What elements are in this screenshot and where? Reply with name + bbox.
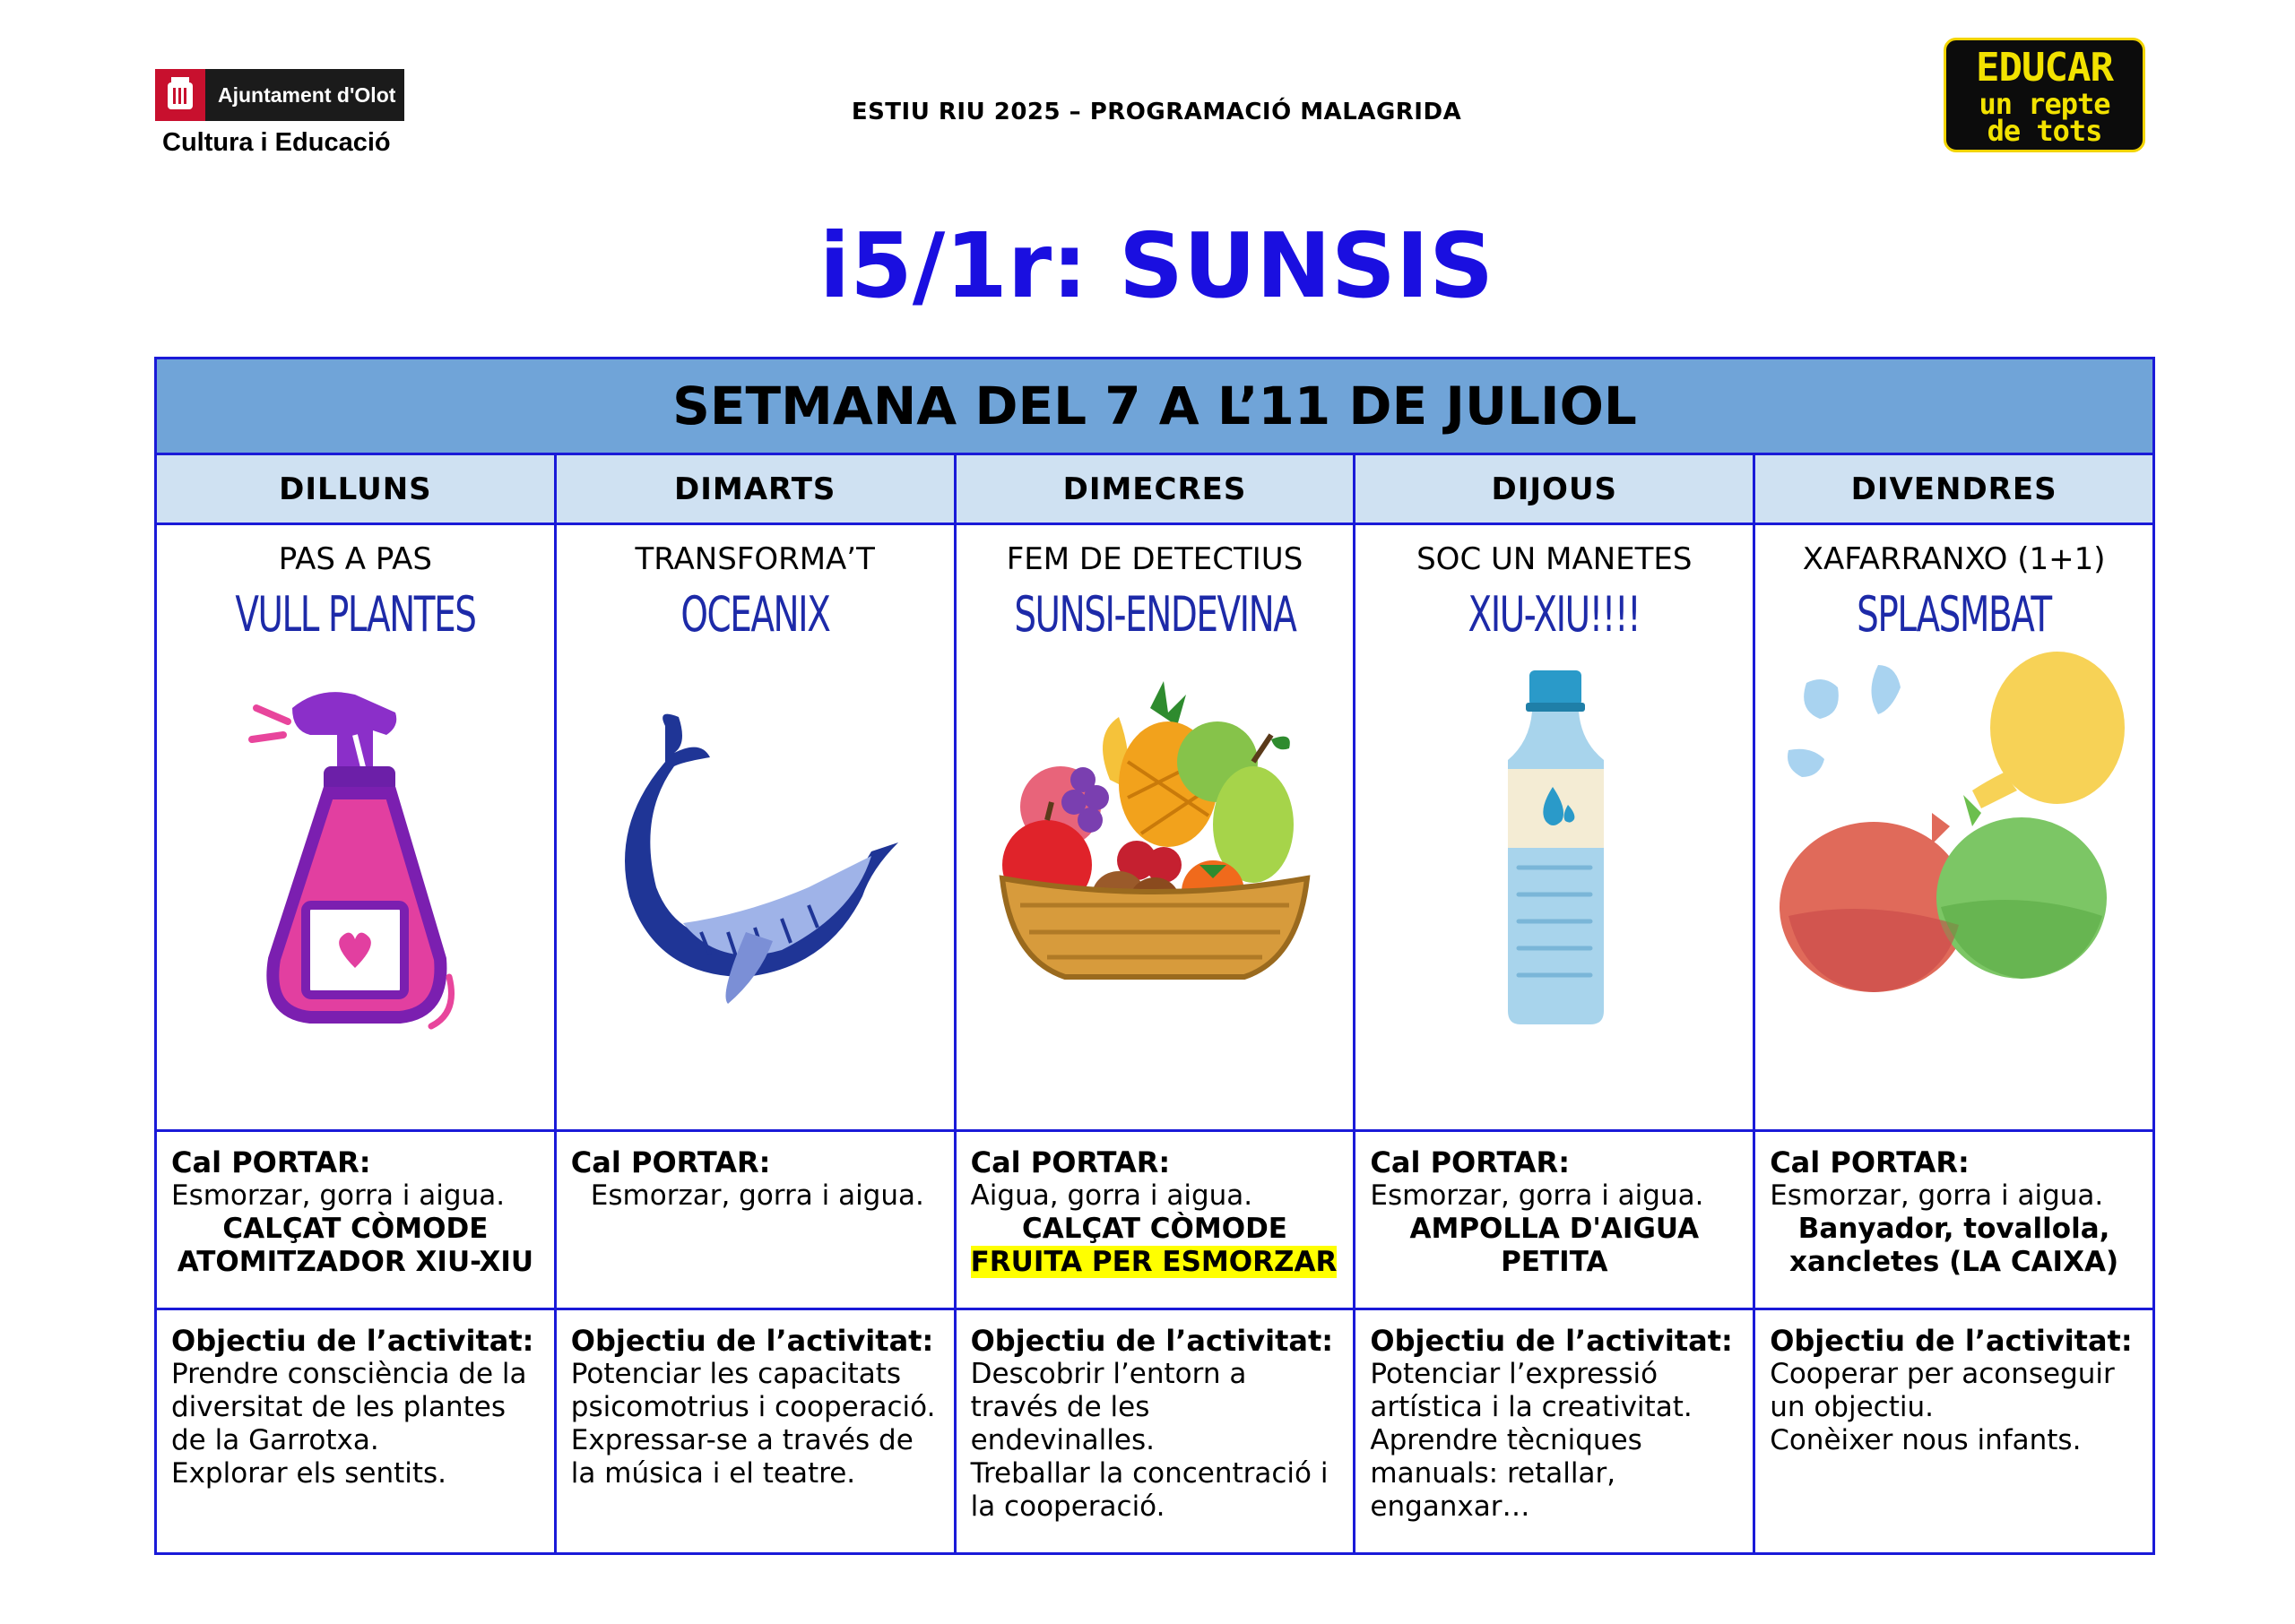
activity-name: SUNSI-ENDEVINA <box>1013 586 1296 643</box>
goal-cell <box>1355 1309 1754 1554</box>
bring-heading: Cal PORTAR: <box>1370 1145 1570 1179</box>
bring-bold: CALÇAT CÒMODE <box>1022 1213 1287 1245</box>
bring-heading: Cal PORTAR: <box>1770 1145 1970 1179</box>
bring-text: Esmorzar, gorra i aigua. <box>171 1179 506 1212</box>
bring-bold: Banyador, tovallola, <box>1797 1213 2110 1245</box>
activity-cell <box>156 524 556 1131</box>
bring-text: Esmorzar, gorra i aigua. <box>1770 1179 2104 1212</box>
activity-cell <box>1355 524 1754 1131</box>
goal-heading: Objectiu de l’activitat: <box>570 1324 934 1358</box>
goal-cell <box>955 1309 1355 1554</box>
goal-heading: Objectiu de l’activitat: <box>970 1324 1334 1358</box>
bring-highlight: FRUITA PER ESMORZAR <box>970 1246 1338 1278</box>
goal-heading: Objectiu de l’activitat: <box>1370 1324 1733 1358</box>
goal-text: Potenciar l’expressió artística i la creativitat. Aprendre tècniques manuals: retallar, enganxar… <box>1370 1358 1693 1523</box>
bring-cell <box>156 1131 556 1309</box>
day-header: DIVENDRES <box>1754 454 2154 524</box>
weekly-schedule-table <box>154 357 2155 1555</box>
activity-name: SPLASMBAT <box>1857 586 2051 643</box>
day-header: DIJOUS <box>1355 454 1754 524</box>
day-header: DIMECRES <box>955 454 1355 524</box>
program-title: ESTIU RIU 2025 – PROGRAMACIÓ MALAGRIDA <box>851 99 1462 125</box>
goal-cell <box>1754 1309 2154 1554</box>
activity-name: OCEANIX <box>680 586 830 643</box>
activity-label: FEM DE DETECTIUS <box>1006 541 1303 577</box>
bring-bold: PETITA <box>1501 1246 1608 1278</box>
goal-text: Prendre consciència de la diversitat de les plantes de la Garrotxa. Explorar els sentits. <box>171 1358 527 1490</box>
page-title: i5/1r: SUNSIS <box>818 213 1494 318</box>
water-balloons-icon <box>1771 647 2138 1024</box>
goal-heading: Objectiu de l’activitat: <box>171 1324 534 1358</box>
goal-text: Potenciar les capacitats psicomotrius i cooperació. Expressar-se a través de la música i el teatre. <box>570 1358 936 1490</box>
day-header: DIMARTS <box>555 454 955 524</box>
activity-label: PAS A PAS <box>278 541 432 577</box>
bring-cell <box>955 1131 1355 1309</box>
bring-bold: xancletes (LA CAIXA) <box>1789 1246 2119 1278</box>
activity-name: XIU-XIU!!!! <box>1468 586 1641 643</box>
activity-label: TRANSFORMA’T <box>635 541 875 577</box>
bring-heading: Cal PORTAR: <box>570 1145 771 1179</box>
educar-logo: EDUCAR un repte de tots <box>1944 38 2145 152</box>
activity-cell <box>955 524 1355 1131</box>
bring-cell <box>1754 1131 2154 1309</box>
goal-cell <box>156 1309 556 1554</box>
bring-text: Esmorzar, gorra i aigua. <box>590 1179 924 1212</box>
bring-cell <box>1355 1131 1754 1309</box>
bring-cell <box>555 1131 955 1309</box>
bring-bold: AMPOLLA D'AIGUA <box>1409 1213 1700 1245</box>
goal-text: Cooperar per aconseguir un objectiu. Conèixer nous infants. <box>1770 1358 2115 1456</box>
goal-text: Descobrir l’entorn a través de les endevinalles. Treballar la concentració i la cooperació. <box>970 1358 1329 1523</box>
goal-heading: Objectiu de l’activitat: <box>1770 1324 2133 1358</box>
activity-cell <box>1754 524 2154 1131</box>
bring-text: Esmorzar, gorra i aigua. <box>1370 1179 1704 1212</box>
activity-name: VULL PLANTES <box>235 586 476 643</box>
bring-text: Aigua, gorra i aigua. <box>970 1179 1253 1212</box>
bring-bold: ATOMITZADOR XIU-XIU <box>177 1246 534 1278</box>
org-name: Ajuntament d'Olot <box>218 82 396 107</box>
whale-icon <box>602 672 907 1013</box>
spray-bottle-icon <box>238 672 472 1067</box>
water-bottle-icon <box>1483 670 1626 1029</box>
bring-heading: Cal PORTAR: <box>970 1145 1171 1179</box>
bring-heading: Cal PORTAR: <box>171 1145 371 1179</box>
org-subtitle: Cultura i Educació <box>162 128 391 157</box>
goal-cell <box>555 1309 955 1554</box>
activity-label: XAFARRANXO (1+1) <box>1802 541 2106 577</box>
bring-bold: CALÇAT CÒMODE <box>222 1213 489 1245</box>
activity-cell <box>555 524 955 1131</box>
fruit-basket-icon <box>984 672 1325 995</box>
day-header: DILLUNS <box>156 454 556 524</box>
activity-label: SOC UN MANETES <box>1416 541 1693 577</box>
week-title: SETMANA DEL 7 A L’11 DE JULIOL <box>156 358 2154 454</box>
